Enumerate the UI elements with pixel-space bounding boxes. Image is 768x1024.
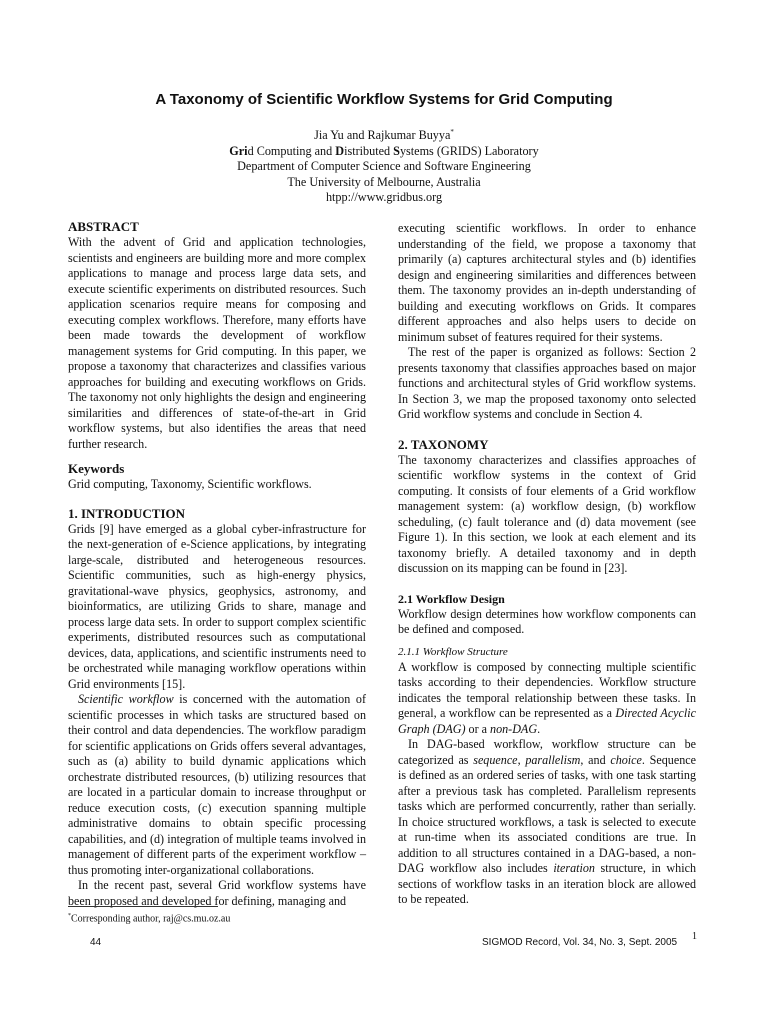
affiliation-url: htpp://www.gridbus.org bbox=[325, 190, 443, 205]
venue-line: SIGMOD Record, Vol. 34, No. 3, Sept. 2005 bbox=[482, 937, 678, 948]
keywords-heading: Keywords bbox=[68, 461, 125, 476]
taxonomy-heading: 2. TAXONOMY bbox=[398, 436, 489, 452]
choice-term: choice bbox=[610, 752, 642, 767]
page-number-right: 1 bbox=[692, 931, 697, 942]
intro-paragraph-3: In the recent past, several Grid workflow systems have been proposed and developed for defining, managing and bbox=[68, 878, 366, 908]
lab-part3: ystems (GRIDS) Laboratory bbox=[399, 143, 539, 158]
affiliation-dept: Department of Computer Science and Software Engineering bbox=[237, 159, 531, 174]
and-text: , and bbox=[580, 752, 611, 767]
footnote-rule bbox=[68, 906, 218, 907]
non-dag-term: non-DAG bbox=[490, 721, 538, 736]
taxonomy-paragraph: The taxonomy characterizes and classifies approaches of scientific workflow systems in the context of Grid computing. It consists of four elements of a Grid workflow management system: (a) workflow design, (b) workflow scheduling, (c) fault tolerance and (d) data movement (see Figure 1). In this section, we look at each element and its taxonomy briefly. A detailed taxonomy and in depth discussion on its mapping can be found in [23]. bbox=[398, 452, 696, 575]
affiliation-univ: The University of Melbourne, Australia bbox=[287, 174, 481, 189]
structure-text-3: . Sequence is defined as an ordered series of tasks, with one task starting after a previous task has completed. Parallelism represents tasks which are performed concurrently, rather than serially. In choice structured workflows, a task is selected to execute at run-time when its associated conditions are true. In addition to all structures contained in a DAG-based, a non-DAG workflow also includes bbox=[398, 752, 696, 875]
iteration-term: iteration bbox=[553, 861, 595, 875]
comma: , bbox=[517, 752, 526, 767]
period: . bbox=[537, 721, 541, 736]
workflow-structure-paragraph-1 bbox=[398, 660, 696, 738]
lab-part1: d Computing and bbox=[247, 143, 336, 158]
page-number-left: 44 bbox=[90, 937, 102, 948]
workflow-design-heading: 2.1 Workflow Design bbox=[398, 591, 505, 606]
footnote bbox=[68, 913, 230, 924]
intro-heading: 1. INTRODUCTION bbox=[68, 505, 186, 521]
abstract-heading: ABSTRACT bbox=[68, 219, 139, 234]
dag-term: Directed Acyclic Graph (DAG) bbox=[398, 706, 697, 736]
lab-d: D bbox=[335, 143, 345, 158]
left-column bbox=[68, 219, 366, 909]
workflow-structure-paragraph-2 bbox=[398, 737, 696, 908]
affiliation-lab bbox=[0, 144, 768, 160]
sequence-term: sequence bbox=[473, 752, 518, 767]
author-block bbox=[0, 125, 768, 206]
structure-text-2: In DAG-based workflow, workflow structure can be categorized as bbox=[398, 737, 696, 767]
workflow-design-paragraph: Workflow design determines how workflow components can be defined and composed. bbox=[398, 606, 696, 636]
or-text: or a bbox=[465, 721, 491, 736]
author-mark: * bbox=[450, 128, 454, 136]
intro-paragraph-2 bbox=[68, 692, 366, 878]
lab-s: S bbox=[393, 143, 400, 158]
intro-paragraph-2-text: is concerned with the automation of scientific processes in which tasks are structured based on their control and data dependencies. The workflow paradigm for scientific applications on Grids offers several advantages, such as (a) ability to build dynamic applications which orchestrate distributed resources, (b) utilizing resources that are located in a particular domain to increase throughput or reduce execution costs, (c) execution spanning multiple administrative domains to obtain specific processing capabilities, and (d) integration of multiple teams involved in management of different parts of the experiment workflow – thus promoting inter-organizational collaborations. bbox=[68, 692, 366, 877]
structure-text-1: A workflow is composed by connecting multiple scientific tasks according to their dependencies. Workflow structure indicates the temporal relationship between these tasks. In general, a workflow can be represented as a bbox=[398, 659, 696, 720]
paper-title: A Taxonomy of Scientific Workflow Systems for Grid Computing bbox=[155, 91, 613, 108]
authors: Jia Yu and Rajkumar Buyya bbox=[314, 128, 451, 143]
workflow-structure-heading: 2.1.1 Workflow Structure bbox=[398, 645, 508, 658]
footnote-text: Corresponding author, raj@cs.mu.oz.au bbox=[71, 913, 231, 925]
right-column bbox=[398, 221, 696, 908]
intro-paragraph-1: Grids [9] have emerged as a global cyber-infrastructure for the next-generation of e-Science applications, by integrating large-scale, distributed and heterogeneous resources. Scientific communities, such as high-energy physics, gravitational-wave physics, geophysics, astronomy, and bioinformatics, are utilizing Grids to share, manage and process large data sets. In order to support complex scientific experiments, distributed resources such as computational devices, data, applications, and scientific instruments need to be orchestrated while managing workflow operations within Grid environments [15]. bbox=[68, 521, 366, 691]
author-names bbox=[0, 125, 768, 144]
lab-gri: Gri bbox=[229, 143, 248, 158]
intro-continued-paragraph: executing scientific workflows. In order to enhance understanding of the field, we propose a taxonomy that primarily (a) captures architectural styles and (b) identifies design and engineering similarities and differences between them. The taxonomy provides an in-depth understanding of building and executing workflows on Grids. It compares different approaches and also helps users to decide on minimum subset of features required for their systems. bbox=[398, 221, 696, 344]
abstract-text: With the advent of Grid and application technologies, scientists and engineers are building more and more complex applications to manage and process large data sets, and execute scientific experiments on distributed resources. Such application scenarios require means for composing and executing complex workflows. Therefore, many efforts have been made towards the development of workflow management systems for Grid computing. In this paper, we propose a taxonomy that characterizes and classifies various approaches for building and executing workflows on Grids. The taxonomy not only highlights the design and engineering similarities and differences of state-of-the-art in Grid workflow systems, but also identifies the areas that need further research. bbox=[68, 235, 366, 451]
scientific-workflow-term: Scientific workflow bbox=[78, 692, 174, 706]
parallelism-term: parallelism bbox=[525, 752, 581, 767]
outline-paragraph: The rest of the paper is organized as follows: Section 2 presents taxonomy that classifies approaches based on major functions and architectural styles of Grid workflow systems. In Section 3, we map the proposed taxonomy onto selected Grid workflow systems and conclude in Section 4. bbox=[398, 345, 696, 421]
lab-part2: istributed bbox=[344, 143, 394, 158]
structure-text-4: structure, in which sections of workflow tasks in an iteration block are allowed to be repeated. bbox=[398, 861, 696, 906]
keywords-text: Grid computing, Taxonomy, Scientific workflows. bbox=[68, 477, 312, 491]
footnote-mark: * bbox=[68, 913, 71, 919]
